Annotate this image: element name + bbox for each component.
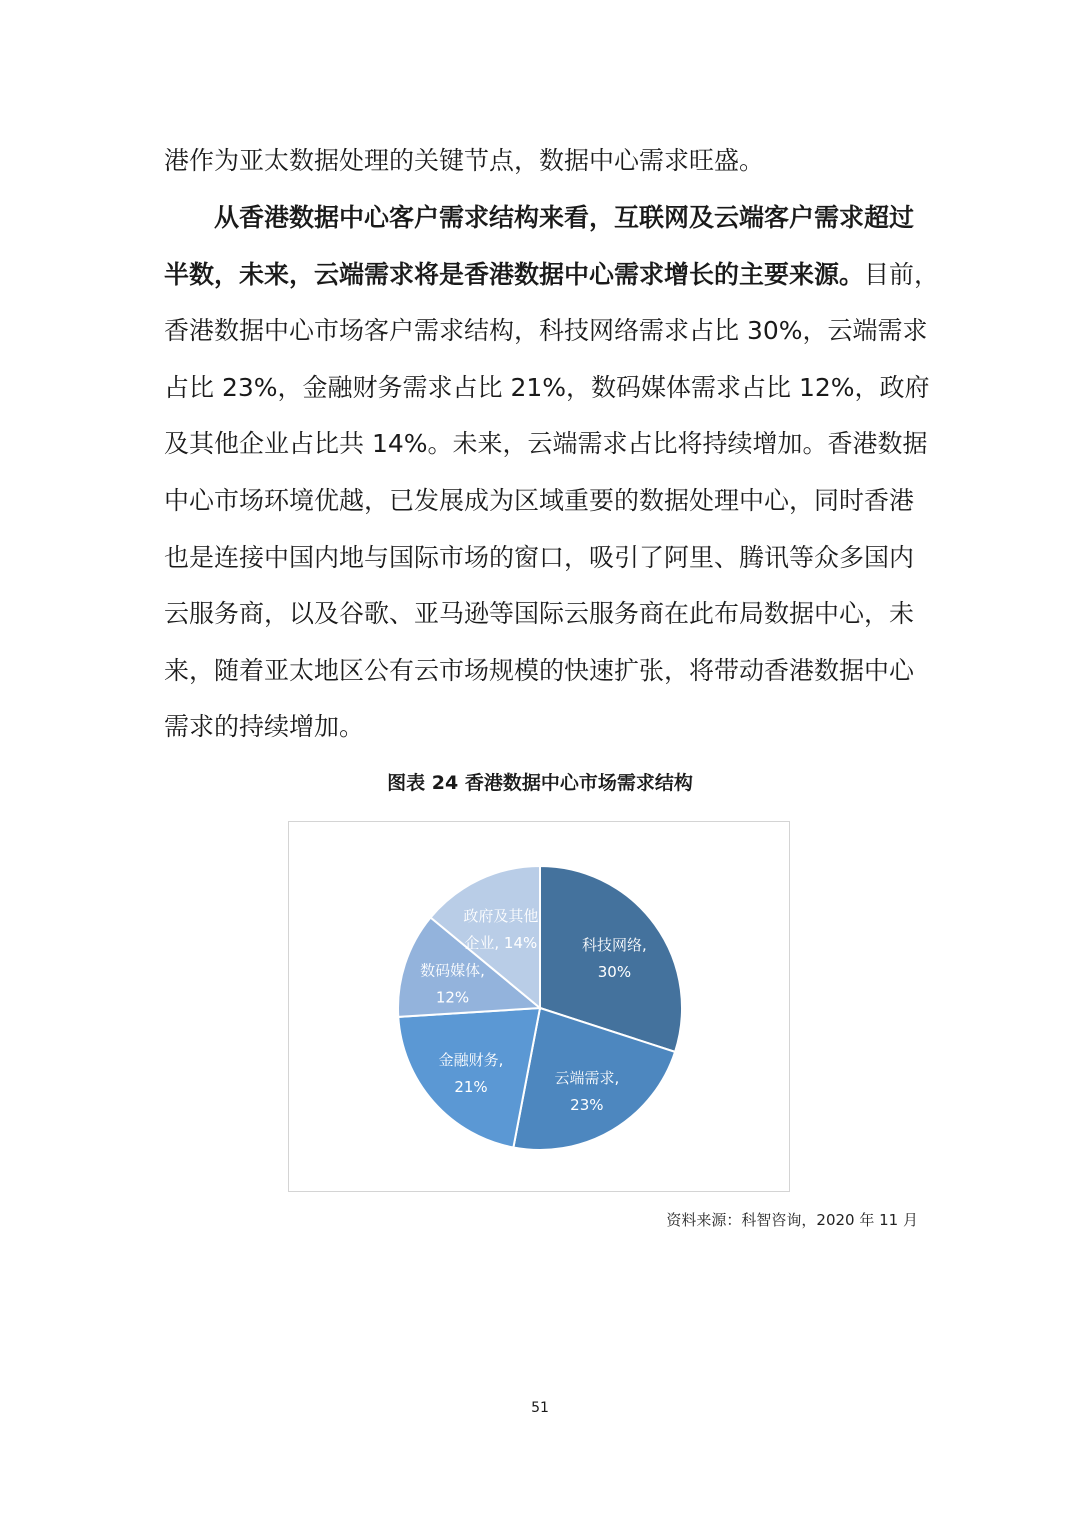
body-line-7: 中心市场环境优越，已发展成为区域重要的数据处理中心，同时香港 — [164, 486, 915, 515]
pie-chart-container — [288, 821, 790, 1192]
pie-label-digital-media: 数码媒体, 12% — [420, 961, 485, 1007]
body-line-3-rest: 目前， — [864, 260, 940, 289]
body-line-10: 来，随着亚太地区公有云市场规模的快速扩张，将带动香港数据中心 — [164, 656, 915, 685]
page-number: 51 — [531, 1400, 549, 1416]
body-line-4: 香港数据中心市场客户需求结构，科技网络需求占比 30%，云端需求 — [164, 316, 928, 345]
body-line-3 — [164, 258, 940, 292]
body-line-8: 也是连接中国内地与国际市场的窗口，吸引了阿里、腾讯等众多国内 — [164, 543, 915, 572]
body-line-1: 港作为亚太数据处理的关键节点，数据中心需求旺盛。 — [164, 146, 765, 175]
figure-caption: 图表 24 香港数据中心市场需求结构 — [387, 772, 693, 794]
pie-label-government-other: 政府及其他企业, 14% — [463, 906, 539, 952]
pie-label-cloud: 云端需求, 23% — [554, 1069, 620, 1115]
pie-label-finance: 金融财务, 21% — [438, 1050, 504, 1096]
body-line-5: 占比 23%，金融财务需求占比 21%，数码媒体需求占比 12%，政府 — [164, 373, 930, 402]
pie-label-tech-network: 科技网络, 30% — [582, 935, 647, 981]
body-line-6: 及其他企业占比共 14%。未来，云端需求占比将持续增加。香港数据 — [164, 429, 928, 458]
body-line-2: 从香港数据中心客户需求结构来看，互联网及云端客户需求超过 — [214, 203, 915, 232]
body-line-3-bold: 半数，未来，云端需求将是香港数据中心需求增长的主要来源。 — [164, 260, 865, 289]
source-note: 资料来源：科智咨询，2020 年 11 月 — [666, 1211, 918, 1229]
body-line-11: 需求的持续增加。 — [164, 712, 365, 741]
pie-chart — [289, 822, 789, 1191]
body-line-9: 云服务商，以及谷歌、亚马逊等国际云服务商在此布局数据中心，未 — [164, 599, 915, 628]
